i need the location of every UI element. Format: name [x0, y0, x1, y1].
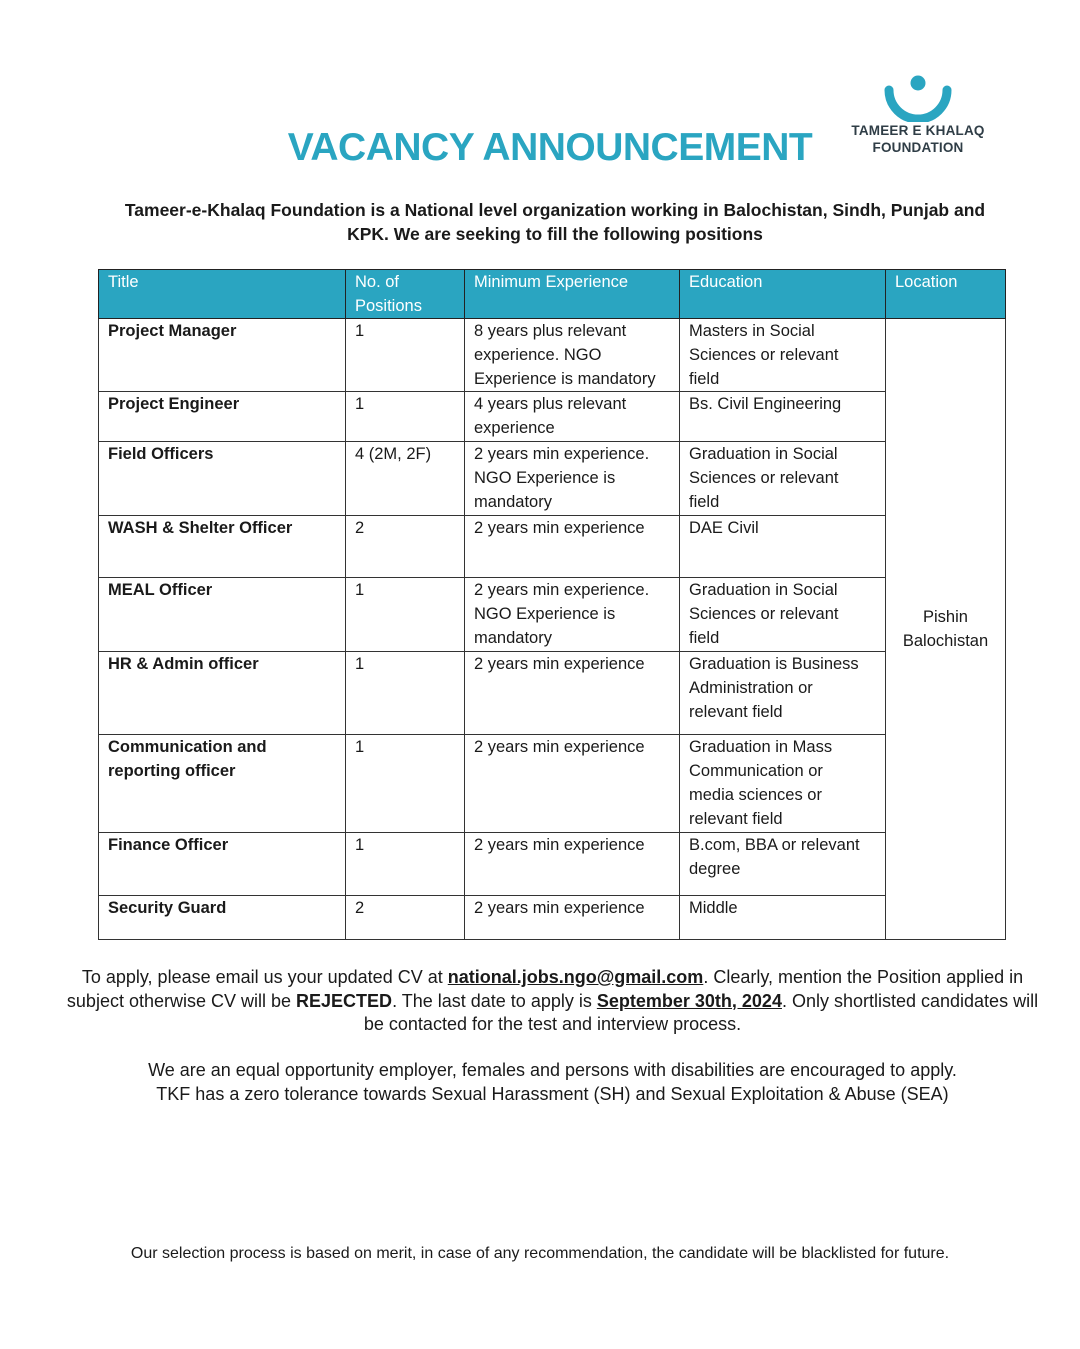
table-row: [99, 578, 1006, 652]
education-line: B.com, BBA or relevant: [689, 836, 860, 854]
education-line: Administration or: [689, 679, 813, 697]
experience-cell: [465, 735, 680, 833]
experience-line: experience. NGO: [474, 346, 602, 364]
positions-cell: 4 (2M, 2F): [346, 442, 465, 516]
education-cell: [680, 319, 886, 392]
location-line1: Pishin: [923, 608, 968, 626]
header-title: Title: [99, 270, 346, 319]
experience-cell: [465, 392, 680, 442]
footer-note: Our selection process is based on merit, in case of any recommendation, the candidate will be blacklisted for future.: [130, 1245, 950, 1262]
education-line: relevant field: [689, 810, 783, 828]
experience-line: NGO Experience is: [474, 605, 616, 623]
experience-line: 2 years min experience.: [474, 581, 650, 599]
education-line: field: [689, 493, 720, 511]
education-line: Sciences or relevant: [689, 346, 839, 364]
experience-line: mandatory: [474, 629, 552, 647]
positions-cell: 2: [346, 896, 465, 940]
equal-opportunity-statement: [60, 1059, 1045, 1106]
location-text: [896, 605, 996, 653]
job-title-line: Field Officers: [108, 445, 214, 463]
header-positions-line2: Positions: [355, 297, 422, 315]
header-location: Location: [886, 270, 1006, 319]
apply-text-3: . The last date to apply is: [392, 990, 597, 1011]
table-row: [99, 392, 1006, 442]
experience-cell: [465, 652, 680, 735]
education-cell: [680, 578, 886, 652]
job-title-line: reporting officer: [108, 762, 236, 780]
deadline-date: September 30th, 2024: [596, 990, 782, 1011]
location-cell: [886, 319, 1006, 940]
education-line: Bs. Civil Engineering: [689, 395, 842, 413]
logo-text-line2: FOUNDATION: [872, 140, 964, 155]
education-line: Graduation in Social: [689, 581, 838, 599]
education-line: Sciences or relevant: [689, 605, 839, 623]
table-row: [99, 652, 1006, 735]
education-line: Graduation in Mass: [689, 738, 833, 756]
job-title-line: MEAL Officer: [108, 581, 213, 599]
experience-line: 2 years min experience: [474, 899, 645, 917]
experience-line: 2 years min experience: [474, 738, 645, 756]
education-cell: [680, 652, 886, 735]
experience-cell: [465, 833, 680, 896]
job-title-line: Communication and: [108, 738, 267, 756]
education-line: field: [689, 629, 720, 647]
apply-instructions: [60, 966, 1045, 1037]
job-title-cell: [99, 392, 346, 442]
experience-cell: [465, 319, 680, 392]
experience-line: 2 years min experience: [474, 836, 645, 854]
logo-text-line1: TAMEER E KHALAQ: [851, 123, 985, 138]
education-line: Sciences or relevant: [689, 469, 839, 487]
experience-line: 4 years plus relevant: [474, 395, 627, 413]
job-title-cell: [99, 652, 346, 735]
education-line: Graduation is Business: [689, 655, 859, 673]
table-row: [99, 735, 1006, 833]
job-title-cell: [99, 735, 346, 833]
positions-cell: 1: [346, 652, 465, 735]
email-link[interactable]: national.jobs.ngo@gmail.com: [447, 967, 704, 987]
education-line: Middle: [689, 899, 738, 917]
education-cell: [680, 896, 886, 940]
table-row: [99, 896, 1006, 940]
rejected-text: REJECTED: [296, 990, 393, 1011]
location-line2: Balochistan: [902, 632, 989, 650]
equal-line2: TKF has a zero tolerance towards Sexual Harassment (SH) and Sexual Exploitation & Abuse (SEA): [156, 1083, 949, 1104]
table-header-row: [99, 270, 1006, 319]
apply-text-1: To apply, please email us your updated CV at: [81, 967, 448, 987]
positions-cell: 1: [346, 833, 465, 896]
education-cell: [680, 735, 886, 833]
experience-cell: [465, 442, 680, 516]
apply-text-4: . Only shortlisted candidates will be contacted for the test and interview process.: [363, 990, 1039, 1034]
job-title-line: Finance Officer: [108, 836, 229, 854]
experience-line: NGO Experience is: [474, 469, 616, 487]
job-title-line: HR & Admin officer: [108, 655, 259, 673]
experience-line: Experience is mandatory: [474, 370, 656, 388]
experience-cell: [465, 578, 680, 652]
experience-line: 8 years plus relevant: [474, 322, 627, 340]
experience-line: 2 years min experience: [474, 519, 645, 537]
header-positions-line1: No. of: [355, 273, 400, 291]
experience-line: experience: [474, 419, 555, 437]
job-title-line: WASH & Shelter Officer: [108, 519, 293, 537]
equal-line1: We are an equal opportunity employer, females and persons with disabilities are encouraged to apply.: [148, 1060, 957, 1080]
header-positions: [346, 270, 465, 319]
header-education: Education: [680, 270, 886, 319]
experience-line: 2 years min experience.: [474, 445, 650, 463]
education-cell: [680, 392, 886, 442]
education-line: Masters in Social: [689, 322, 815, 340]
apply-text-2: . Clearly, mention the Position applied in subject otherwise CV will be: [66, 967, 1024, 1011]
vacancy-table: [98, 269, 1006, 940]
intro-line2: KPK. We are seeking to fill the following positions: [347, 224, 763, 244]
experience-cell: [465, 896, 680, 940]
education-line: field: [689, 370, 720, 388]
header-experience: Minimum Experience: [465, 270, 680, 319]
education-cell: [680, 833, 886, 896]
education-line: degree: [689, 860, 741, 878]
table-row: [99, 442, 1006, 516]
table-row: [99, 833, 1006, 896]
experience-line: 2 years min experience: [474, 655, 645, 673]
experience-line: mandatory: [474, 493, 552, 511]
positions-cell: 1: [346, 578, 465, 652]
job-title-line: Security Guard: [108, 899, 227, 917]
experience-cell: [465, 516, 680, 578]
job-title-cell: [99, 516, 346, 578]
job-title-cell: [99, 896, 346, 940]
job-title-line: Project Manager: [108, 322, 237, 340]
education-line: Graduation in Social: [689, 445, 838, 463]
education-cell: [680, 516, 886, 578]
positions-cell: 1: [346, 319, 465, 392]
page-title: VACANCY ANNOUNCEMENT: [287, 126, 813, 169]
education-line: media sciences or: [689, 786, 822, 804]
logo-mark-icon: [883, 70, 953, 122]
job-title-cell: [99, 319, 346, 392]
table-row: [99, 319, 1006, 392]
job-title-cell: [99, 833, 346, 896]
positions-cell: 1: [346, 392, 465, 442]
job-title-cell: [99, 578, 346, 652]
job-title-cell: [99, 442, 346, 516]
education-cell: [680, 442, 886, 516]
intro-line1: Tameer-e-Khalaq Foundation is a National level organization working in Balochistan, Sindh, Punjab and: [124, 200, 986, 220]
intro-text: [100, 198, 1010, 246]
table-row: [99, 516, 1006, 578]
job-title-line: Project Engineer: [108, 395, 240, 413]
positions-cell: 2: [346, 516, 465, 578]
education-line: Communication or: [689, 762, 823, 780]
education-line: relevant field: [689, 703, 783, 721]
positions-cell: 1: [346, 735, 465, 833]
education-line: DAE Civil: [689, 519, 759, 537]
